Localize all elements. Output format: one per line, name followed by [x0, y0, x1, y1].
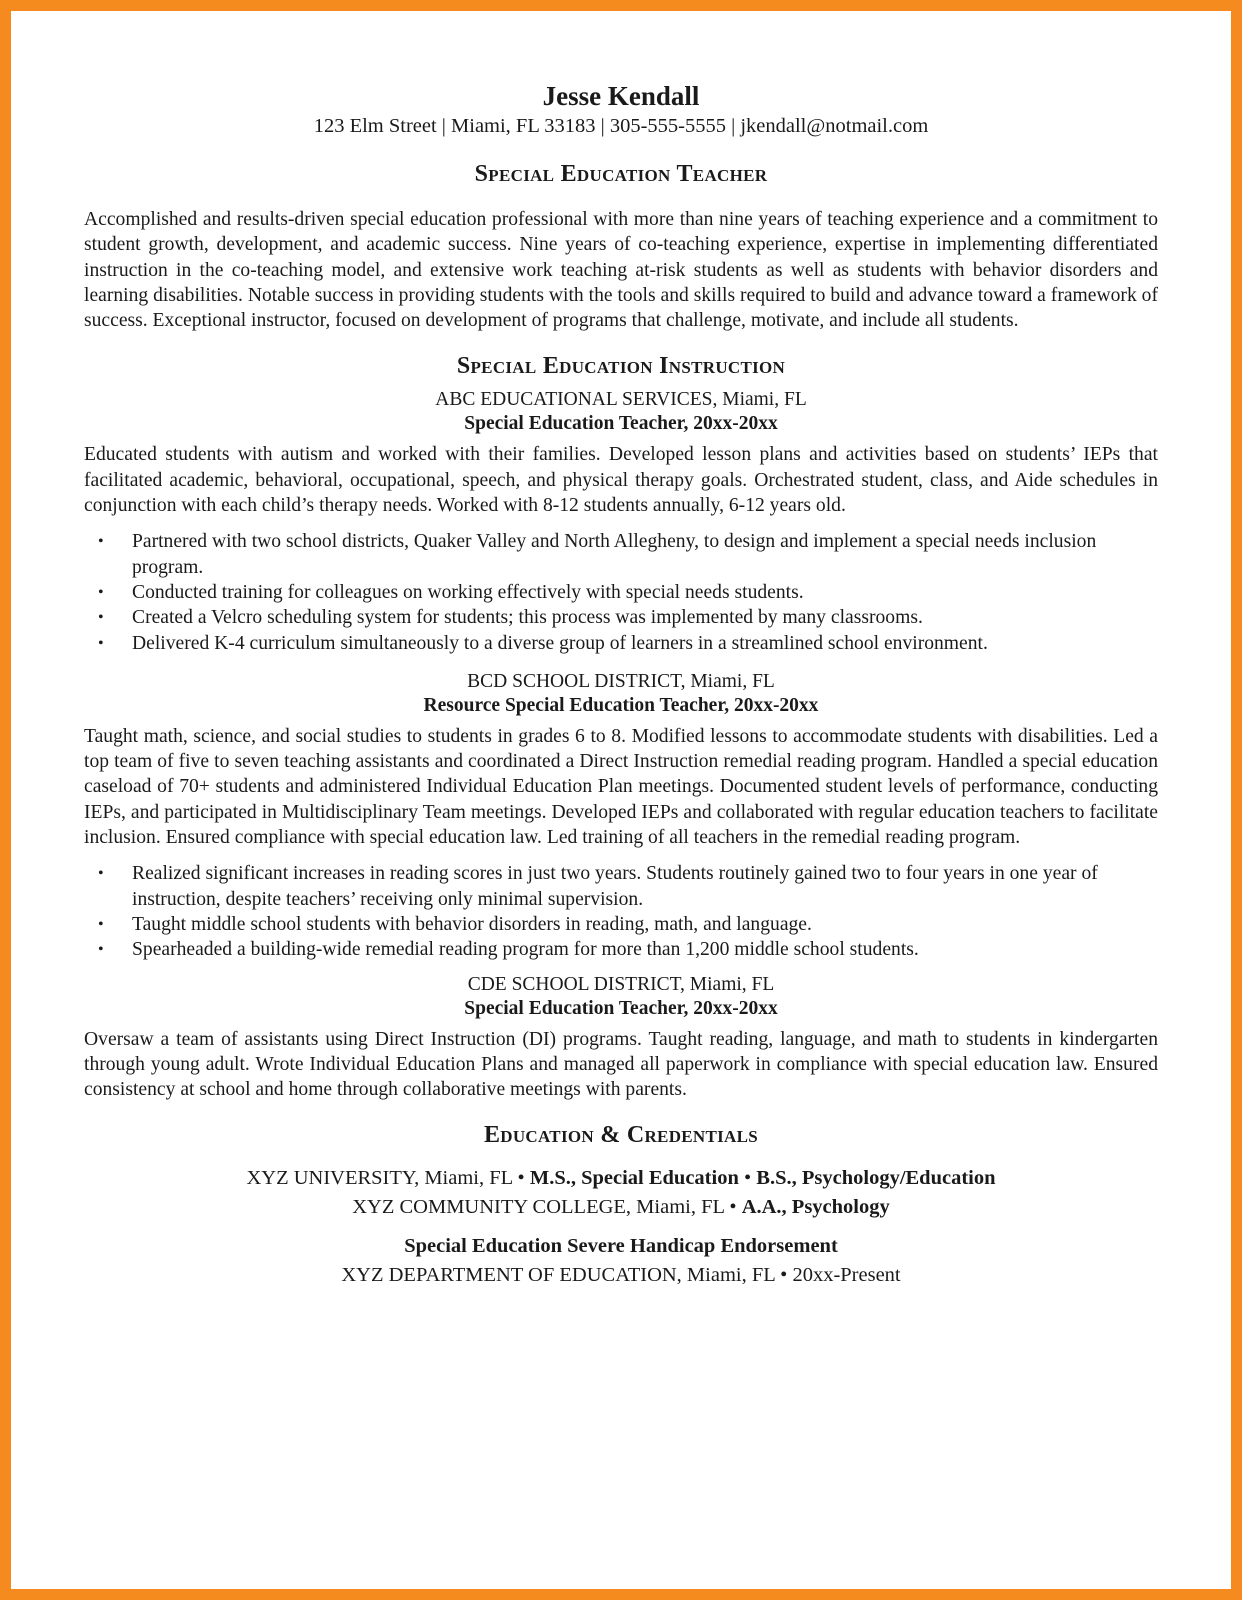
- bullet-icon: •: [98, 865, 104, 883]
- list-item: • Delivered K-4 curriculum simultaneously to a diverse group of learners in a streamlined school environment.: [84, 631, 1158, 656]
- section-heading-education: Education & Credentials: [483, 1122, 759, 1149]
- job-entry: [84, 670, 1158, 963]
- job-entry: [84, 388, 1158, 655]
- education-block: [84, 1164, 1158, 1290]
- school-name: XYZ UNIVERSITY, Miami, FL: [246, 1167, 513, 1190]
- bullet-icon: •: [98, 634, 104, 652]
- list-item: • Partnered with two school districts, Quaker Valley and North Allegheny, to design and implement a special needs inclusion program.: [98, 531, 1097, 578]
- list-item: • Conducted training for colleagues on working effectively with special needs students.: [84, 580, 1158, 605]
- job-description: Taught math, science, and social studies to students in grades 6 to 8. Modified lessons to accommodate students with disabilities. Led a top team of five to seven teaching assistants and coordinated a Direct Instruction remedial reading program. Handled a special education caseload of 70+ students and administered Individual Education Plan meetings. Documented student levels of performance, conducting IEPs, and participated in Multidisciplinary Team meetings. Developed IEPs and collaborated with regular education teachers to facilitate inclusion. Ensured compliance with special education law. Led training of all teachers in the remedial reading program.: [84, 725, 1158, 849]
- endorsement-title: Special Education Severe Handicap Endorsement: [404, 1235, 838, 1258]
- separator-bullet: •: [512, 1167, 530, 1190]
- education-university-line: [84, 1164, 1158, 1193]
- job-employer: ABC EDUCATIONAL SERVICES, Miami, FL: [435, 389, 807, 411]
- bullet-icon: •: [98, 533, 104, 551]
- bullet-icon: •: [98, 941, 104, 959]
- section-heading-instruction: Special Education Instruction: [456, 353, 786, 380]
- bullet-icon: •: [98, 609, 104, 627]
- job-role: Special Education Teacher, 20xx-20xx: [464, 997, 778, 1019]
- bullet-icon: •: [98, 583, 104, 601]
- degree: A.A., Psychology: [741, 1196, 890, 1219]
- job-bullet-list: [84, 529, 1158, 655]
- job-role: Special Education Teacher, 20xx-20xx: [464, 413, 778, 435]
- list-item: • Spearheaded a building-wide remedial reading program for more than 1,200 middle school students.: [84, 937, 1158, 962]
- endorsement-issuer: XYZ DEPARTMENT OF EDUCATION, Miami, FL • 20xx-Present: [341, 1264, 901, 1287]
- education-college-line: [84, 1193, 1158, 1222]
- resume-page: [84, 80, 1158, 1290]
- candidate-name: Jesse Kendall: [542, 81, 700, 111]
- job-employer: BCD SCHOOL DISTRICT, Miami, FL: [467, 670, 775, 692]
- job-bullet-list: [84, 861, 1158, 962]
- separator-bullet: •: [724, 1196, 742, 1219]
- list-item: • Created a Velcro scheduling system for students; this process was implemented by many classrooms.: [84, 605, 1158, 630]
- resume-title: Special Education Teacher: [474, 161, 768, 187]
- job-employer: CDE SCHOOL DISTRICT, Miami, FL: [467, 973, 775, 995]
- job-description: Educated students with autism and worked with their families. Developed lesson plans and activities based on students’ IEPs that facilitated academic, behavioral, occupational, speech, and physical therapy goals. Orchestrated student, class, and Aide schedules in conjunction with each child’s therapy needs. Worked with 8-12 students annually, 6-12 years old.: [84, 444, 1158, 517]
- contact-info: 123 Elm Street | Miami, FL 33183 | 305-555-5555 | jkendall@notmail.com: [313, 115, 929, 137]
- job-entry: [84, 973, 1158, 1103]
- separator-bullet: •: [738, 1167, 757, 1190]
- list-item: • Realized significant increases in reading scores in just two years. Students routinely gained two to four years in one year of instruction, despite teachers’ receiving only minimal supervision.: [98, 863, 1098, 910]
- summary-paragraph: Accomplished and results-driven special education professional with more than nine years of teaching experience and a commitment to student growth, development, and academic success. Nine years of co-teaching experience, expertise in implementing differentiated instruction in the co-teaching model, and extensive work teaching at-risk students as well as students with behavior disorders and learning disabilities. Notable success in providing students with the tools and skills required to build and advance toward a framework of success. Exceptional instructor, focused on development of programs that challenge, motivate, and include all students.: [84, 209, 1158, 332]
- degree: M.S., Special Education: [529, 1167, 739, 1190]
- school-name: XYZ COMMUNITY COLLEGE, Miami, FL: [352, 1196, 725, 1219]
- job-description: Oversaw a team of assistants using Direct Instruction (DI) programs. Taught reading, language, and math to students in kindergarten through young adult. Wrote Individual Education Plans and managed all paperwork in compliance with special education law. Ensured consistency at school and home through collaborative meetings with parents.: [84, 1028, 1158, 1101]
- list-item: • Taught middle school students with behavior disorders in reading, math, and language.: [84, 912, 1158, 937]
- job-role: Resource Special Education Teacher, 20xx-20xx: [423, 694, 819, 716]
- bullet-icon: •: [98, 915, 104, 933]
- degree: B.S., Psychology/Education: [756, 1167, 996, 1190]
